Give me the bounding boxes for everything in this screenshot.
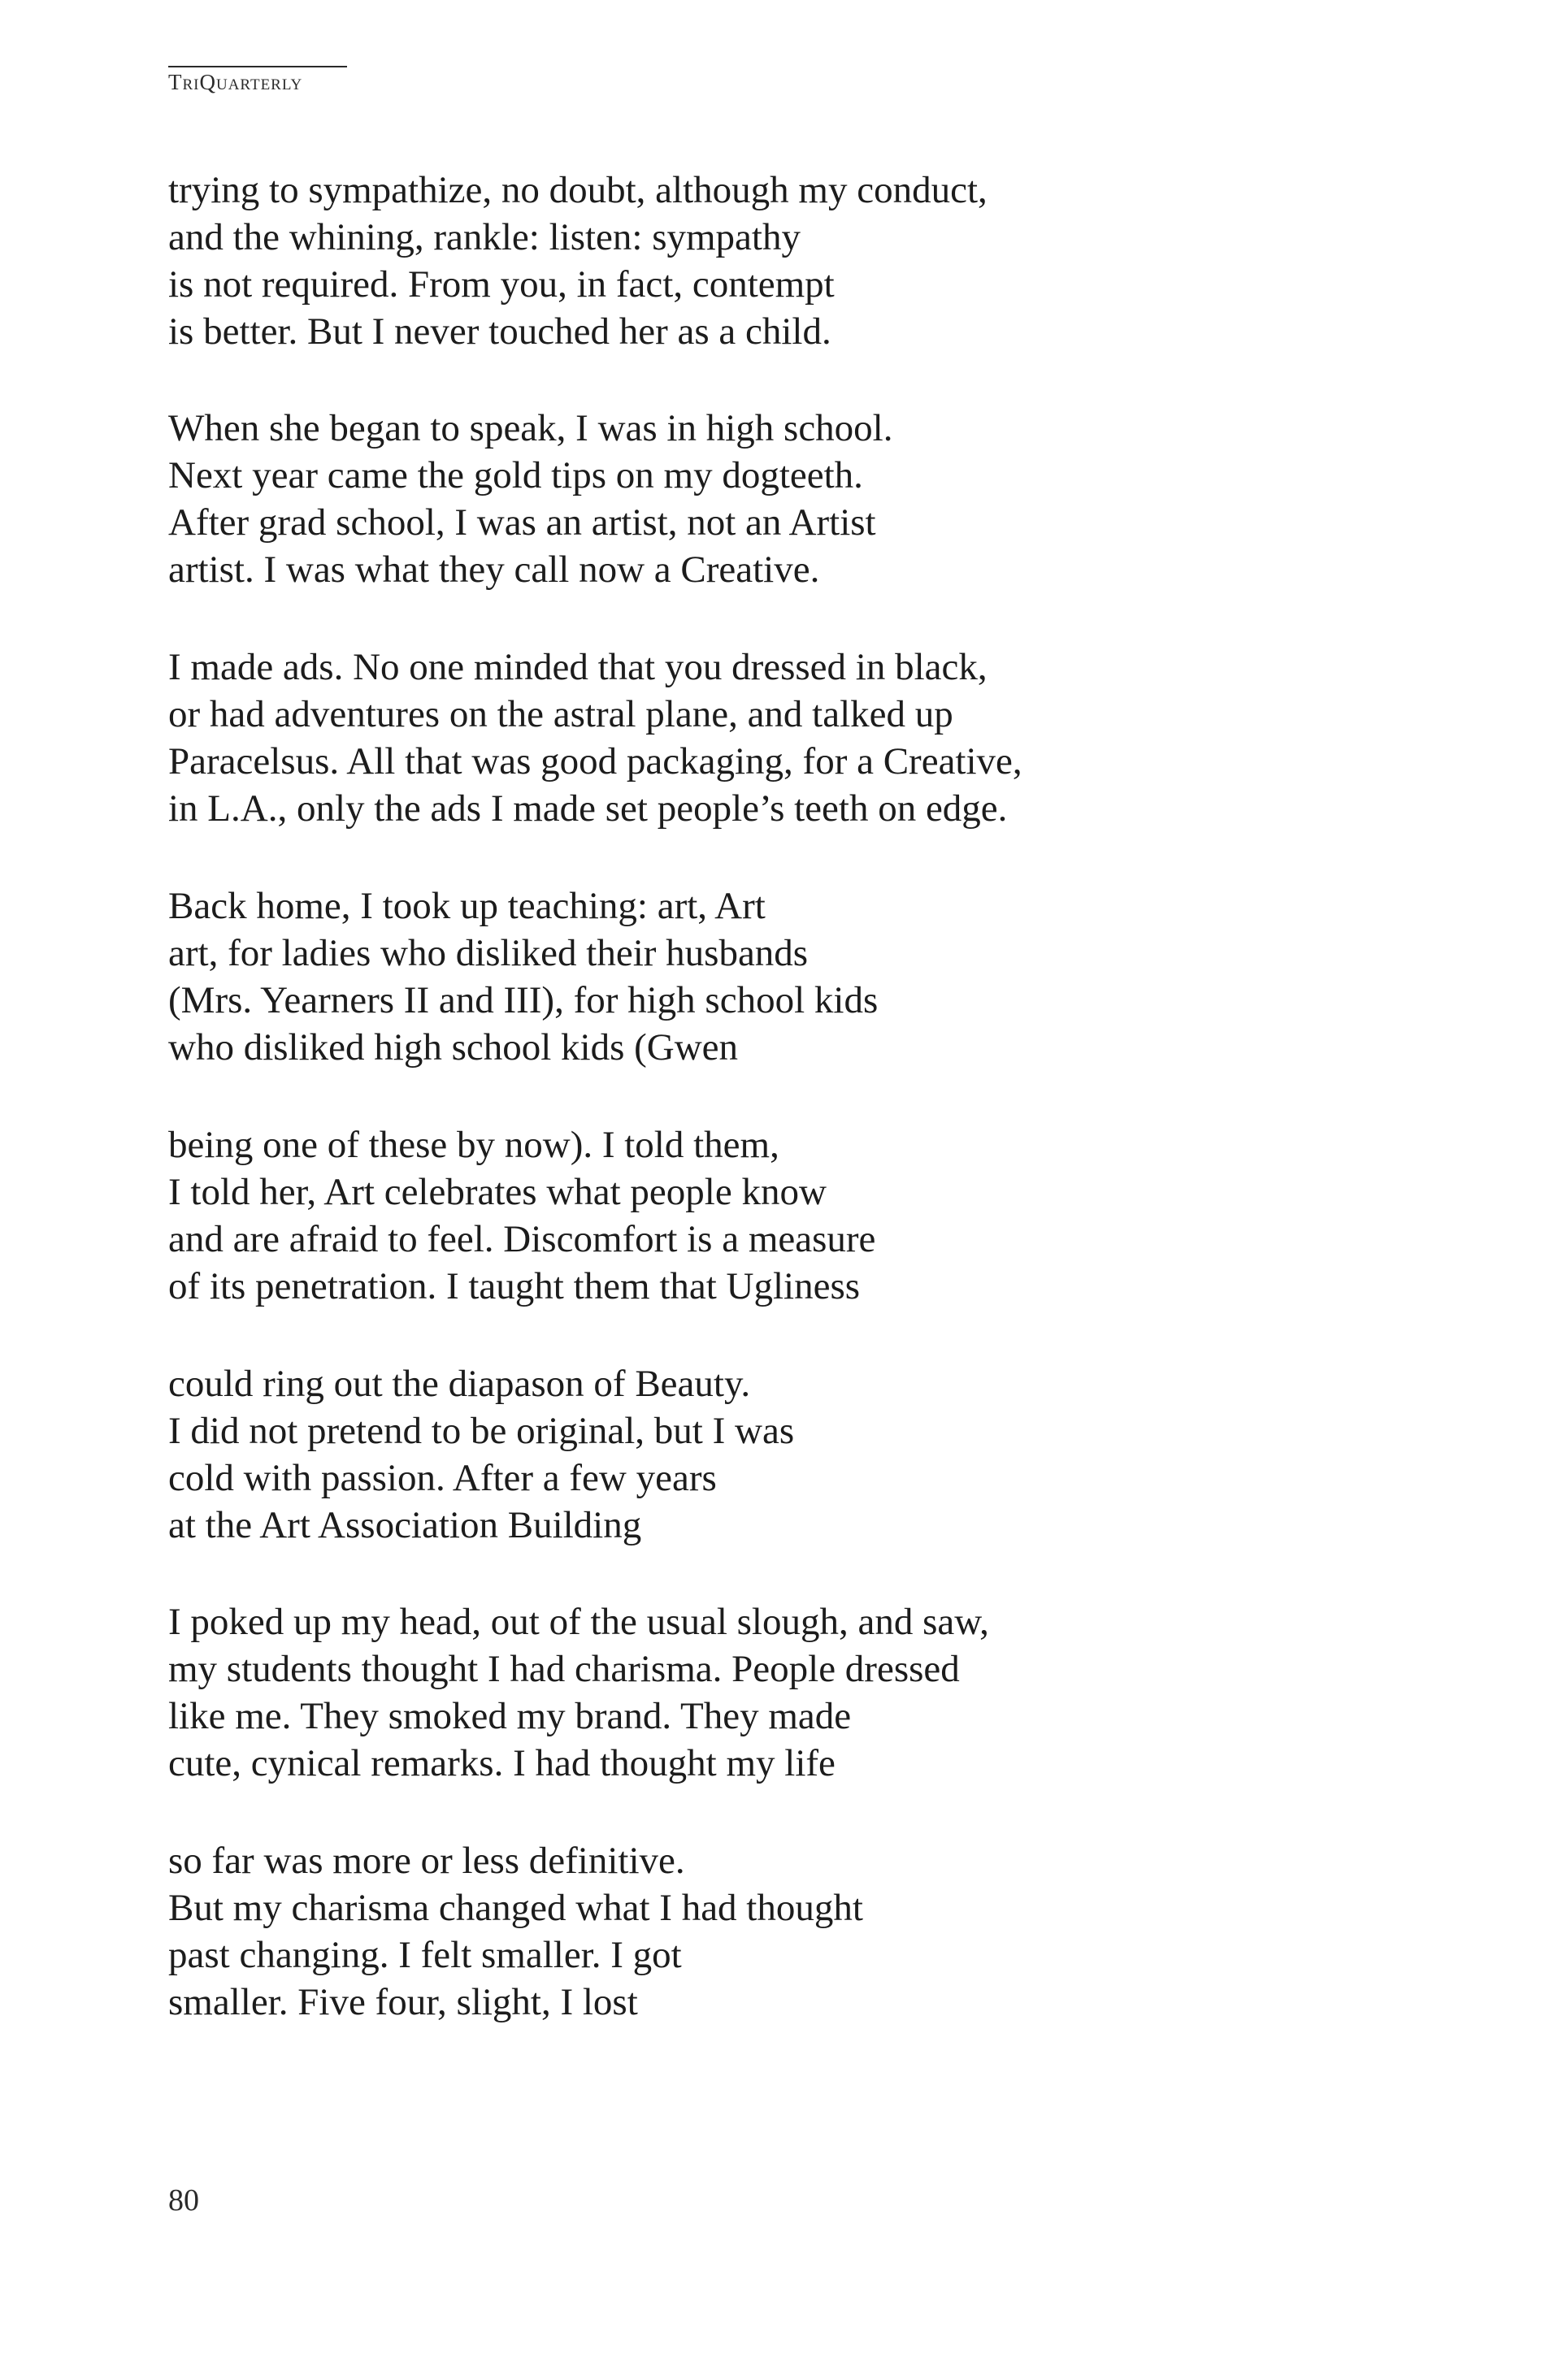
poem-line: cold with passion. After a few years xyxy=(168,1457,717,1499)
poem-line: I poked up my head, out of the usual slough, and saw, xyxy=(168,1601,989,1643)
poem-line: being one of these by now). I told them, xyxy=(168,1124,779,1166)
poem-line: When she began to speak, I was in high school. xyxy=(168,407,893,449)
poem-line: and the whining, rankle: listen: sympathy xyxy=(168,216,801,258)
poem-line: or had adventures on the astral plane, and talked up xyxy=(168,693,953,735)
poem-line: could ring out the diapason of Beauty. xyxy=(168,1363,751,1405)
poem-line: and are afraid to feel. Discomfort is a measure xyxy=(168,1218,876,1260)
poem-line: like me. They smoked my brand. They made xyxy=(168,1695,852,1737)
page-number: 80 xyxy=(168,2183,199,2217)
poem-line: who disliked high school kids (Gwen xyxy=(168,1026,739,1069)
poem-line: But my charisma changed what I had thought xyxy=(168,1887,863,1929)
poem-line: of its penetration. I taught them that Ugliness xyxy=(168,1265,861,1307)
poem-line: After grad school, I was an artist, not an Artist xyxy=(168,501,876,544)
poem-line: Paracelsus. All that was good packaging, for a Creative, xyxy=(168,740,1022,782)
poem-line: is not required. From you, in fact, contempt xyxy=(168,263,835,306)
poem-line: my students thought I had charisma. People dressed xyxy=(168,1648,960,1690)
poem-line: Back home, I took up teaching: art, Art xyxy=(168,885,766,927)
poem-line: I made ads. No one minded that you dressed in black, xyxy=(168,646,988,688)
running-head: TriQuarterly xyxy=(168,70,303,94)
running-head-rule xyxy=(168,66,347,67)
poem-line: in L.A., only the ads I made set people’s teeth on edge. xyxy=(168,787,1008,830)
poem-line: past changing. I felt smaller. I got xyxy=(168,1934,682,1976)
poem-line: so far was more or less definitive. xyxy=(168,1840,685,1882)
poem-line: at the Art Association Building xyxy=(168,1504,642,1546)
poem-line: I told her, Art celebrates what people know xyxy=(168,1171,827,1213)
poem-line: artist. I was what they call now a Creative. xyxy=(168,548,820,591)
poem-line: (Mrs. Yearners II and III), for high school kids xyxy=(168,979,879,1021)
poem-line: is better. But I never touched her as a child. xyxy=(168,310,831,353)
poem-line: Next year came the gold tips on my dogteeth. xyxy=(168,454,863,496)
poem-line: smaller. Five four, slight, I lost xyxy=(168,1981,638,2023)
poem-line: trying to sympathize, no doubt, although my conduct, xyxy=(168,169,988,211)
poem-line: I did not pretend to be original, but I was xyxy=(168,1410,795,1452)
poem-line: cute, cynical remarks. I had thought my life xyxy=(168,1742,836,1784)
poem-line: art, for ladies who disliked their husbands xyxy=(168,932,809,974)
